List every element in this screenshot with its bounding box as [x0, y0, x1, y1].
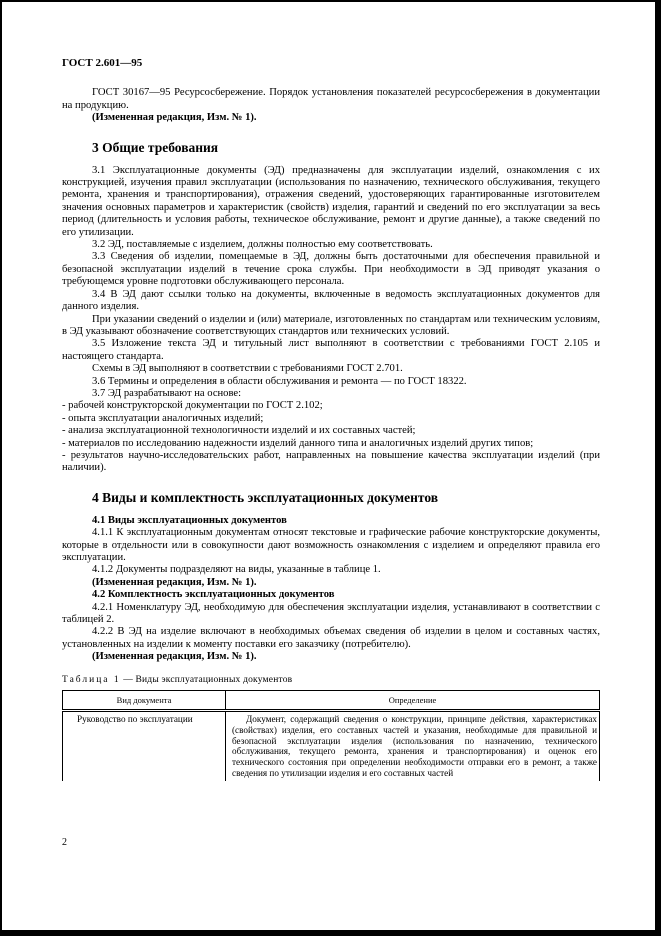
list-item: - опыта эксплуатации аналогичных изделий; — [62, 412, 264, 424]
paragraph-3-4-b: При указании сведений о изделии и (или) материале, изготовленных по стандартам или техническим условиям, в ЭД указывают обозначение соответствующих стандартов или технических условий. — [62, 313, 600, 337]
list-item: - анализа эксплуатационной технологичности изделий и их составных частей; — [62, 425, 416, 437]
section-3-title: 3 Общие требования — [92, 139, 219, 155]
paragraph-3-1: 3.1 Эксплуатационные документы (ЭД) предназначены для эксплуатации изделий, ознакомления с их конструкцией, изучения правил эксплуатации (использования по назначению, технического обслуживания, текущего ремонта, хранения и транспортирования), отражения сведений, удостоверяющих гарантированные изготовителем значения основных параметров и характеристик (свойств) изделия, гарантий и сведений по его эксплуатации за весь период (длительность и условия работы, техническое обслуживание, ремонт и другие данные), а также сведений по его утилизации. — [62, 164, 600, 238]
document-type-cell: Руководство по эксплуатации — [63, 711, 226, 781]
document-header: ГОСТ 2.601—95 — [62, 57, 143, 69]
paragraph-3-3: 3.3 Сведения об изделии, помещаемые в ЭД, должны быть достаточными для обеспечения правильной и безопасной эксплуатации изделий в течение срока службы. При необходимости в ЭД приводят указания о требующемся уровне подготовки обслуживающего персонала. — [62, 251, 600, 288]
column-header-definition: Определение — [226, 691, 600, 711]
subsection-4-1-title: 4.1 Виды эксплуатационных документов — [92, 514, 287, 526]
paragraph-4-2-2: 4.2.2 В ЭД на изделие включают в необходимых объемах сведения об изделии в целом и составных частях, установленных на изделии к моменту поставки его заказчику (потребителю). — [62, 626, 600, 650]
document-types-table — [62, 690, 600, 781]
table-header-row — [63, 691, 600, 711]
amendment-note: (Измененная редакция, Изм. № 1). — [92, 576, 257, 588]
paragraph-3-7: 3.7 ЭД разрабатывают на основе: — [92, 387, 242, 399]
table-caption-text: — Виды эксплуатационных документов — [120, 674, 293, 685]
list-item: - результатов научно-исследовательских работ, направленных на повышение качества эксплуатации изделий (при наличии). — [62, 449, 600, 474]
paragraph-3-4: 3.4 В ЭД дают ссылки только на документы, включенные в ведомость эксплуатационных документов для данного изделия. — [62, 288, 600, 313]
reference-paragraph: ГОСТ 30167—95 Ресурсосбережение. Порядок установления показателей ресурсосбережения в документации на продукцию. — [62, 87, 600, 111]
table-caption-label: Таблица 1 — [62, 674, 121, 685]
list-item: - рабочей конструкторской документации по ГОСТ 2.102; — [62, 400, 323, 412]
subsection-4-2-title: 4.2 Комплектность эксплуатационных документов — [92, 589, 335, 601]
paragraph-4-2-1: 4.2.1 Номенклатуру ЭД, необходимую для обеспечения эксплуатации изделия, устанавливают в соответствии с таблицей 2. — [62, 601, 600, 626]
paragraph-3-2: 3.2 ЭД, поставляемые с изделием, должны полностью ему соответствовать. — [92, 239, 433, 251]
document-page — [2, 2, 657, 932]
column-header-type: Вид документа — [63, 691, 226, 711]
definition-cell: Документ, содержащий сведения о конструкции, принципе действия, характеристиках (свойствах) изделия, его составных частей и указания, необходимые для правильной и безопасной эксплуатации изделия (использования по назначению, технического обслуживания, текущего ремонта, хранения и транспортирования) и оценок его технического состояния при определении необходимости отправки его в ремонт, а также сведения по утилизации изделия и его составных частей — [226, 711, 600, 781]
section-4-title: 4 Виды и комплектность эксплуатационных документов — [92, 489, 439, 505]
paragraph-3-5-b: Схемы в ЭД выполняют в соответствии с требованиями ГОСТ 2.701. — [92, 363, 403, 375]
paragraph-3-5: 3.5 Изложение текста ЭД и титульный лист выполняют в соответствии с требованиями ГОСТ 2.105 и настоящего стандарта. — [62, 338, 600, 362]
list-item: - материалов по исследованию надежности изделий данного типа и аналогичных изделий других типов; — [62, 437, 534, 449]
paragraph-4-1-2: 4.1.2 Документы подразделяют на виды, указанные в таблице 1. — [92, 564, 381, 576]
table-caption — [62, 674, 600, 686]
table-row — [63, 711, 600, 781]
paragraph-4-1-1: 4.1.1 К эксплуатационным документам относят текстовые и графические рабочие конструкторские документы, которые в отдельности или в совокупности дают возможность ознакомления с изделием и определяют правила его эксплуатации. — [62, 527, 600, 563]
paragraph-3-6: 3.6 Термины и определения в области обслуживания и ремонта — по ГОСТ 18322. — [92, 375, 467, 387]
page-content — [62, 57, 600, 781]
amendment-note: (Измененная редакция, Изм. № 1). — [92, 651, 257, 663]
page-number: 2 — [62, 837, 67, 848]
amendment-note: (Измененная редакция, Изм. № 1). — [92, 112, 257, 124]
